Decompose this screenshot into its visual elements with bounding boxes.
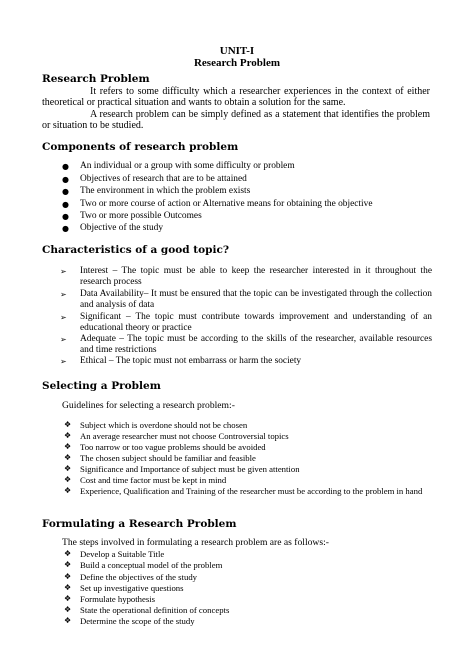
list-item: Formulate hypothesis [80, 594, 156, 604]
list-item: Subject which is overdone should not be chosen [80, 420, 248, 430]
bullet-icon: ● [62, 224, 69, 233]
bullet-icon: ● [62, 200, 69, 209]
diamond-bullet-icon: ❖ [64, 420, 72, 429]
arrow-bullet-icon: ➢ [60, 313, 67, 322]
list-item: Define the objectives of the study [80, 572, 198, 582]
selecting-heading: Selecting a Problem [42, 380, 161, 392]
list-item: Determine the scope of the study [80, 616, 195, 626]
list-item: Objective of the study [80, 223, 164, 233]
diamond-bullet-icon: ❖ [64, 605, 72, 614]
list-item: Significance and Importance of subject must be given attention [80, 464, 300, 474]
arrow-bullet-icon: ➢ [60, 335, 67, 344]
bullet-icon: ● [62, 212, 69, 221]
list-item: State the operational definition of concepts [80, 605, 230, 615]
arrow-bullet-icon: ➢ [60, 357, 67, 366]
list-item: An average researcher must not choose Controversial topics [80, 431, 289, 441]
characteristics-heading: Characteristics of a good topic? [42, 244, 229, 256]
list-item: The chosen subject should be familiar and feasible [80, 453, 256, 463]
list-item: Significant – The topic must contribute towards improvement and understanding of an educational theory or practice [80, 312, 432, 333]
research-problem-heading: Research Problem [42, 73, 150, 85]
bullet-icon: ● [62, 162, 69, 171]
diamond-bullet-icon: ❖ [64, 453, 72, 462]
diamond-bullet-icon: ❖ [64, 616, 72, 625]
diamond-bullet-icon: ❖ [64, 486, 72, 495]
list-item: Experience, Qualification and Training of the researcher must be according to the problem in hand [80, 486, 423, 496]
diamond-bullet-icon: ❖ [64, 549, 72, 558]
list-item: Cost and time factor must be kept in mind [80, 475, 227, 485]
list-item: Too narrow or too vague problems should be avoided [80, 442, 266, 452]
diamond-bullet-icon: ❖ [64, 560, 72, 569]
diamond-bullet-icon: ❖ [64, 442, 72, 451]
list-item: Ethical – The topic must not embarrass or harm the society [80, 356, 302, 366]
arrow-bullet-icon: ➢ [60, 267, 67, 276]
components-heading: Components of research problem [42, 141, 239, 153]
definition-paragraph: It refers to some difficulty which a researcher experiences in the context of either theoretical or practical situation and wants to obtain a solution for the same. [42, 86, 430, 108]
formulating-intro: The steps involved in formulating a research problem are as follows:- [62, 537, 329, 548]
topic-title: Research Problem [193, 57, 281, 69]
list-item: Objectives of research that are to be attained [80, 174, 247, 184]
diamond-bullet-icon: ❖ [64, 464, 72, 473]
selecting-intro: Guidelines for selecting a research problem:- [62, 400, 235, 411]
list-item: The environment in which the problem exists [80, 186, 251, 196]
list-item: Develop a Suitable Title [80, 549, 165, 559]
list-item: Set up investigative questions [80, 583, 184, 593]
diamond-bullet-icon: ❖ [64, 572, 72, 581]
arrow-bullet-icon: ➢ [60, 290, 67, 299]
statement-paragraph: A research problem can be simply defined as a statement that identifies the problem or situation to be studied. [42, 109, 430, 131]
diamond-bullet-icon: ❖ [64, 475, 72, 484]
list-item: Two or more course of action or Alternative means for obtaining the objective [80, 199, 373, 209]
list-item: Adequate – The topic must be according to the skills of the researcher, available resources and time restrictions [80, 334, 432, 355]
list-item: An individual or a group with some difficulty or problem [80, 161, 295, 171]
diamond-bullet-icon: ❖ [64, 594, 72, 603]
bullet-icon: ● [62, 175, 69, 184]
list-item: Two or more possible Outcomes [80, 211, 202, 221]
diamond-bullet-icon: ❖ [64, 431, 72, 440]
diamond-bullet-icon: ❖ [64, 583, 72, 592]
formulating-heading: Formulating a Research Problem [42, 518, 237, 530]
list-item: Interest – The topic must be able to keep the researcher interested in it throughout the research process [80, 266, 432, 287]
bullet-icon: ● [62, 187, 69, 196]
unit-title: UNIT-I [219, 45, 255, 57]
list-item: Build a conceptual model of the problem [80, 560, 223, 570]
list-item: Data Availability– It must be ensured that the topic can be investigated through the collection and analysis of data [80, 289, 432, 310]
